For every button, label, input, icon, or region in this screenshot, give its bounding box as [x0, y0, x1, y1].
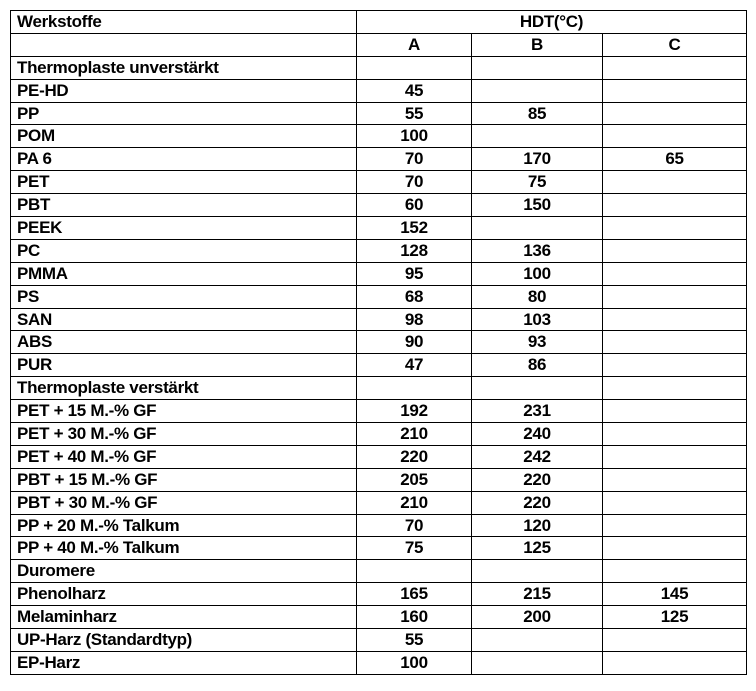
table-row: [11, 537, 747, 560]
hdt-value-c: [603, 537, 747, 560]
hdt-value-b: 150: [472, 194, 603, 217]
hdt-value-a: 165: [357, 583, 472, 606]
table-row: [11, 423, 747, 446]
table-row: [11, 79, 747, 102]
hdt-value-b: 85: [472, 102, 603, 125]
hdt-value-b: 125: [472, 537, 603, 560]
hdt-value-c: [603, 285, 747, 308]
hdt-value-a: 55: [357, 102, 472, 125]
hdt-value-c: [603, 125, 747, 148]
hdt-value-b: [472, 79, 603, 102]
hdt-value-c: [603, 171, 747, 194]
empty-cell: [472, 560, 603, 583]
hdt-value-b: 80: [472, 285, 603, 308]
hdt-value-c: [603, 445, 747, 468]
hdt-column-header: HDT(°C): [357, 11, 747, 34]
hdt-value-b: 215: [472, 583, 603, 606]
hdt-value-b: 170: [472, 148, 603, 171]
table-row: [11, 148, 747, 171]
hdt-value-a: 128: [357, 239, 472, 262]
hdt-value-a: 90: [357, 331, 472, 354]
table-header: [11, 11, 747, 57]
hdt-value-a: 220: [357, 445, 472, 468]
hdt-value-a: 68: [357, 285, 472, 308]
hdt-value-c: [603, 651, 747, 674]
hdt-value-a: 160: [357, 606, 472, 629]
empty-cell: [603, 56, 747, 79]
hdt-value-a: 95: [357, 262, 472, 285]
table-row: [11, 491, 747, 514]
table-row: [11, 217, 747, 240]
hdt-value-b: 200: [472, 606, 603, 629]
hdt-value-a: 70: [357, 514, 472, 537]
empty-cell: [357, 56, 472, 79]
material-name: POM: [11, 125, 357, 148]
hdt-value-b: 86: [472, 354, 603, 377]
material-name: PEEK: [11, 217, 357, 240]
material-column-header: Werkstoffe: [11, 11, 357, 34]
hdt-value-c: [603, 400, 747, 423]
empty-cell: [472, 56, 603, 79]
table-row: [11, 606, 747, 629]
table-body: [11, 56, 747, 674]
hdt-value-b: [472, 125, 603, 148]
material-name: PC: [11, 239, 357, 262]
hdt-value-a: 100: [357, 125, 472, 148]
material-name: PBT + 15 M.-% GF: [11, 468, 357, 491]
hdt-value-a: 100: [357, 651, 472, 674]
hdt-table: [10, 10, 747, 675]
hdt-value-a: 205: [357, 468, 472, 491]
table-row: [11, 354, 747, 377]
material-name: PET + 40 M.-% GF: [11, 445, 357, 468]
empty-cell: [357, 377, 472, 400]
material-name: EP-Harz: [11, 651, 357, 674]
hdt-value-b: 242: [472, 445, 603, 468]
hdt-value-c: [603, 262, 747, 285]
hdt-value-b: 75: [472, 171, 603, 194]
hdt-value-a: 75: [357, 537, 472, 560]
material-name: PBT: [11, 194, 357, 217]
empty-header-cell: [11, 33, 357, 56]
empty-cell: [603, 377, 747, 400]
table-row: [11, 331, 747, 354]
material-name: PET + 15 M.-% GF: [11, 400, 357, 423]
material-name: PUR: [11, 354, 357, 377]
material-name: PET: [11, 171, 357, 194]
hdt-value-b: 231: [472, 400, 603, 423]
hdt-value-b: [472, 629, 603, 652]
section-label: Duromere: [11, 560, 357, 583]
table-row: [11, 468, 747, 491]
hdt-value-c: [603, 102, 747, 125]
table-row: [11, 285, 747, 308]
hdt-value-c: 145: [603, 583, 747, 606]
table-row: [11, 125, 747, 148]
method-c-header: C: [603, 33, 747, 56]
material-name: PP: [11, 102, 357, 125]
material-name: PA 6: [11, 148, 357, 171]
table-row: [11, 445, 747, 468]
table-row: [11, 239, 747, 262]
hdt-value-c: [603, 79, 747, 102]
hdt-value-c: [603, 217, 747, 240]
material-name: ABS: [11, 331, 357, 354]
table-row: [11, 262, 747, 285]
material-name: PP + 40 M.-% Talkum: [11, 537, 357, 560]
hdt-value-b: 100: [472, 262, 603, 285]
hdt-value-c: [603, 354, 747, 377]
section-row: [11, 56, 747, 79]
material-name: PS: [11, 285, 357, 308]
hdt-value-c: 65: [603, 148, 747, 171]
material-name: PE-HD: [11, 79, 357, 102]
table-row: [11, 400, 747, 423]
hdt-value-a: 55: [357, 629, 472, 652]
table-row: [11, 651, 747, 674]
section-row: [11, 560, 747, 583]
material-name: SAN: [11, 308, 357, 331]
hdt-value-a: 70: [357, 148, 472, 171]
hdt-value-c: [603, 308, 747, 331]
hdt-value-b: 93: [472, 331, 603, 354]
hdt-value-a: 45: [357, 79, 472, 102]
hdt-value-a: 47: [357, 354, 472, 377]
hdt-value-a: 98: [357, 308, 472, 331]
material-name: PET + 30 M.-% GF: [11, 423, 357, 446]
hdt-value-b: [472, 217, 603, 240]
hdt-value-c: [603, 629, 747, 652]
hdt-value-c: [603, 514, 747, 537]
hdt-value-c: [603, 423, 747, 446]
section-label: Thermoplaste unverstärkt: [11, 56, 357, 79]
hdt-value-b: [472, 651, 603, 674]
table-row: [11, 629, 747, 652]
header-row-2: [11, 33, 747, 56]
method-a-header: A: [357, 33, 472, 56]
hdt-value-b: 220: [472, 468, 603, 491]
empty-cell: [603, 560, 747, 583]
hdt-value-a: 210: [357, 491, 472, 514]
hdt-value-c: [603, 468, 747, 491]
method-b-header: B: [472, 33, 603, 56]
table-row: [11, 583, 747, 606]
hdt-value-b: 220: [472, 491, 603, 514]
hdt-value-c: [603, 491, 747, 514]
material-name: PBT + 30 M.-% GF: [11, 491, 357, 514]
table-row: [11, 194, 747, 217]
material-name: Melaminharz: [11, 606, 357, 629]
hdt-value-b: 103: [472, 308, 603, 331]
table-row: [11, 102, 747, 125]
material-name: UP-Harz (Standardtyp): [11, 629, 357, 652]
hdt-value-c: [603, 331, 747, 354]
hdt-value-b: 240: [472, 423, 603, 446]
table-row: [11, 171, 747, 194]
material-name: PMMA: [11, 262, 357, 285]
hdt-value-a: 192: [357, 400, 472, 423]
hdt-value-c: 125: [603, 606, 747, 629]
hdt-value-c: [603, 194, 747, 217]
hdt-value-a: 152: [357, 217, 472, 240]
hdt-value-a: 60: [357, 194, 472, 217]
table-row: [11, 308, 747, 331]
hdt-value-a: 210: [357, 423, 472, 446]
hdt-value-c: [603, 239, 747, 262]
hdt-value-b: 120: [472, 514, 603, 537]
table-row: [11, 514, 747, 537]
hdt-value-b: 136: [472, 239, 603, 262]
header-row-1: [11, 11, 747, 34]
section-row: [11, 377, 747, 400]
empty-cell: [357, 560, 472, 583]
material-name: PP + 20 M.-% Talkum: [11, 514, 357, 537]
material-name: Phenolharz: [11, 583, 357, 606]
empty-cell: [472, 377, 603, 400]
hdt-value-a: 70: [357, 171, 472, 194]
section-label: Thermoplaste verstärkt: [11, 377, 357, 400]
